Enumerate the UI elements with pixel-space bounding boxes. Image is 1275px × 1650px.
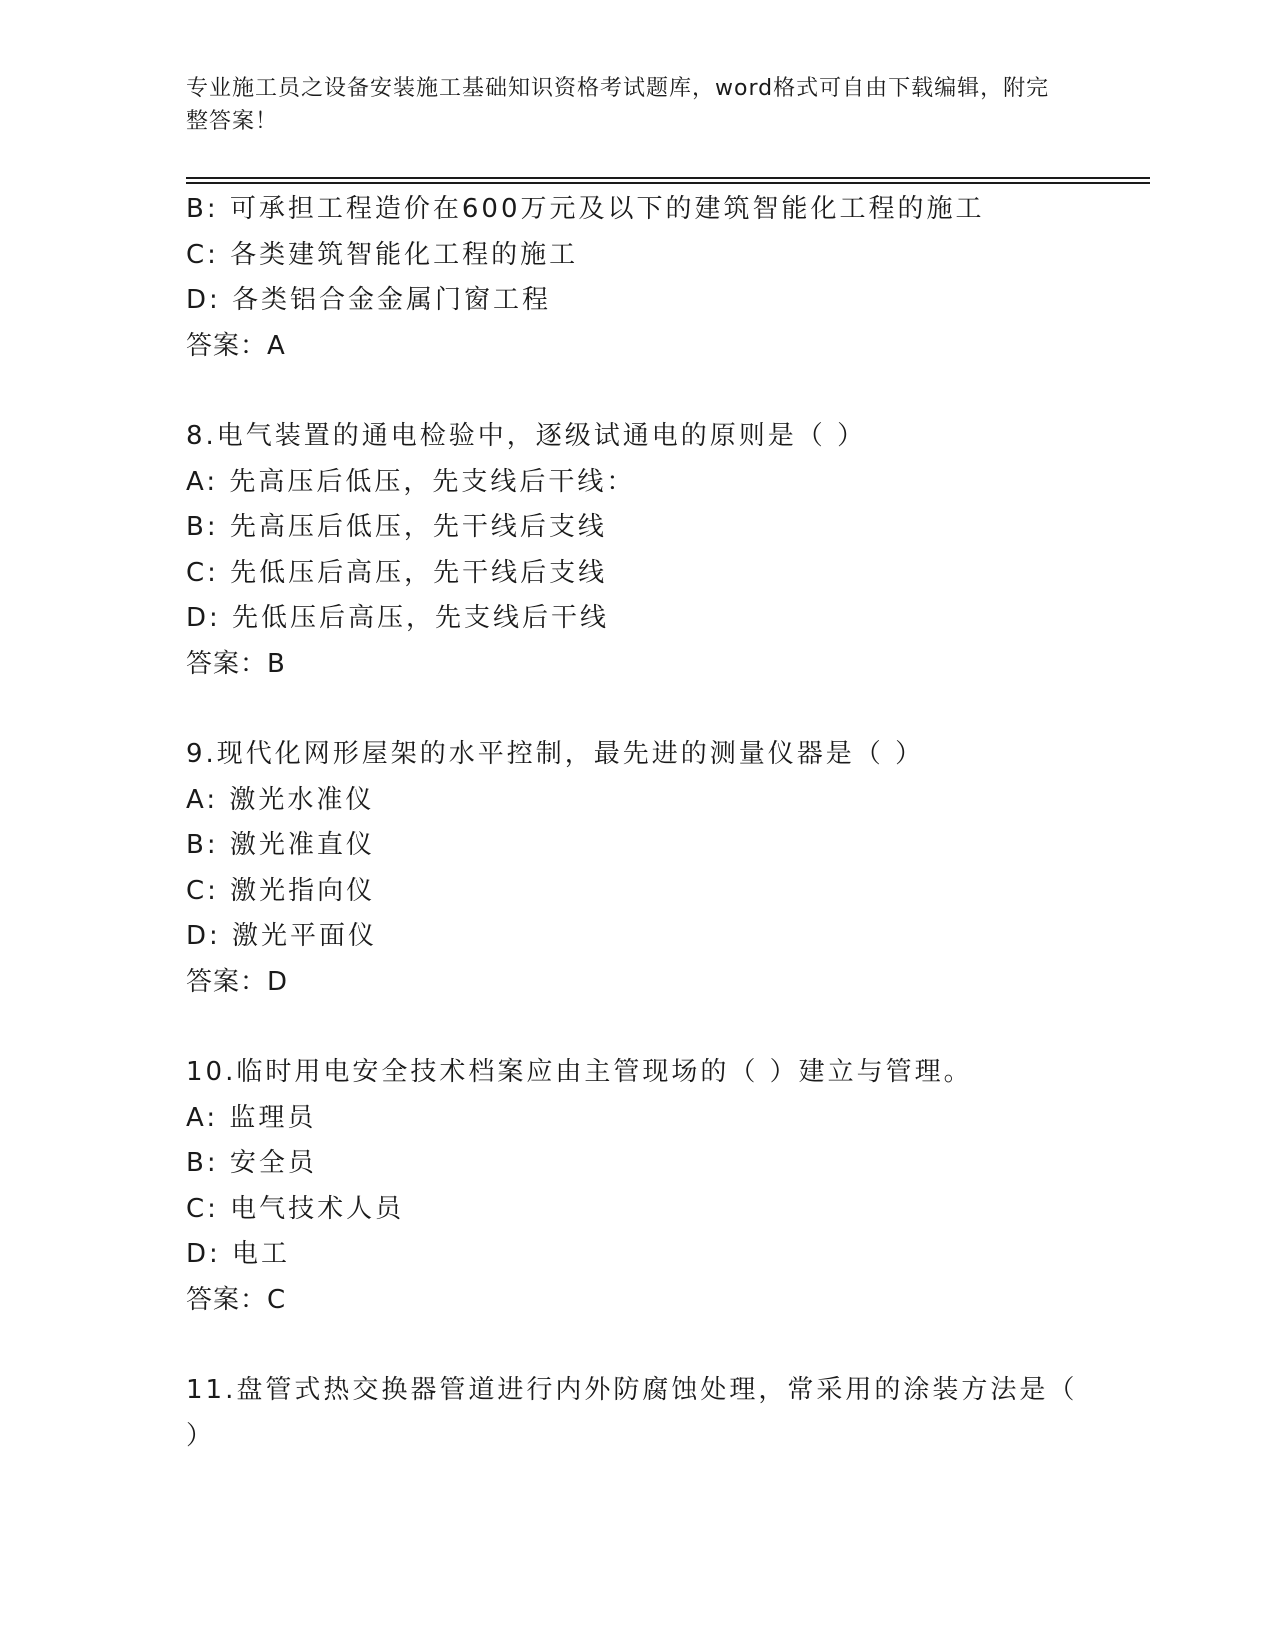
option-c: C: 电气技术人员 xyxy=(186,1193,405,1224)
header-divider-top xyxy=(186,177,1150,179)
option-d: D: 各类铝合金金属门窗工程 xyxy=(186,285,552,315)
option-c: C: 激光指向仪 xyxy=(186,875,376,906)
spacer xyxy=(186,1323,1150,1368)
option-d: D: 激光平面仪 xyxy=(186,921,378,951)
option-c: C: 先低压后高压，先干线后支线 xyxy=(186,557,608,588)
question-list xyxy=(186,187,1150,1459)
question-text: 8.电气装置的通电检验中，逐级试通电的原则是（ ） xyxy=(186,421,867,451)
answer-line: 答案：A xyxy=(186,330,286,361)
answer-line: 答案：B xyxy=(186,648,286,679)
option-a: A: 监理员 xyxy=(186,1102,317,1133)
option-d: D: 电工 xyxy=(186,1239,291,1269)
option-a: A: 激光水准仪 xyxy=(186,784,375,815)
answer-line: 答案：D xyxy=(186,966,289,997)
question-text: 10.临时用电安全技术档案应由主管现场的（ ）建立与管理。 xyxy=(186,1057,973,1087)
option-c: C: 各类建筑智能化工程的施工 xyxy=(186,239,579,270)
question-11-block xyxy=(186,1368,1150,1459)
question-text: 9.现代化网形屋架的水平控制，最先进的测量仪器是（ ） xyxy=(186,739,925,769)
spacer xyxy=(186,687,1150,732)
spacer xyxy=(186,369,1150,414)
spacer xyxy=(186,1005,1150,1050)
option-d: D: 先低压后高压，先支线后干线 xyxy=(186,603,610,633)
header-divider-bottom xyxy=(186,182,1150,184)
option-a: A: 先高压后低压，先支线后干线： xyxy=(186,466,636,497)
document-header: 专业施工员之设备安装施工基础知识资格考试题库，word格式可自由下载编辑，附完整答案！ xyxy=(186,76,1050,134)
answer-line: 答案：C xyxy=(186,1284,287,1315)
question-8-block xyxy=(186,414,1150,687)
question-10-block xyxy=(186,1050,1150,1323)
option-b: B: 先高压后低压，先干线后支线 xyxy=(186,512,607,542)
option-b: B: 安全员 xyxy=(186,1148,317,1178)
question-7-block xyxy=(186,187,1150,369)
option-b: B: 可承担工程造价在600万元及以下的建筑智能化工程的施工 xyxy=(186,194,985,224)
question-text: 11.盘管式热交换器管道进行内外防腐蚀处理，常采用的涂装方法是（ ） xyxy=(186,1375,1078,1451)
question-9-block xyxy=(186,732,1150,1005)
option-b: B: 激光准直仪 xyxy=(186,830,375,860)
